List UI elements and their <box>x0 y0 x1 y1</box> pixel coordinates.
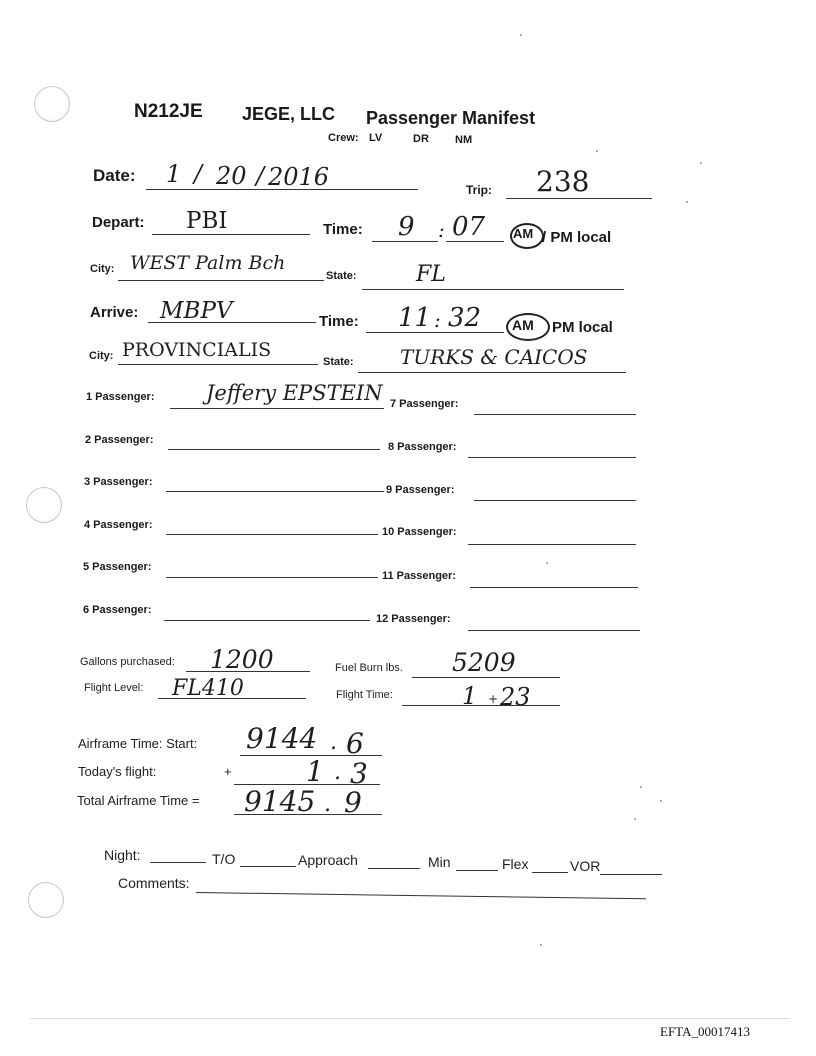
arrive-hour: 11 <box>398 303 432 333</box>
depart-hour: 9 <box>398 212 415 242</box>
fuel-burn-value: 5209 <box>452 648 516 677</box>
manifest-page: N212JE JEGE, LLC Passenger Manifest Crew: LV DR NM Date: 1 / 20 / 2016 Trip: 238 Depart: PBI Time: 9 : 07 AM / PM local City: WEST Palm Bch State: FL Arrive: MBPV Time: 11 : 32 AM PM local City: PROVINCIALIS State: TURKS & CAICOS 1 Passenger: Jeffery EPSTEIN 7 Passenger: 2 Passenger: 8 Passenger: 3 Passenger: 9 Passenger: 4 Passenger: 10 Passenger: 5 Passenger: 11 Passenger: 6 Passenger: 12 Passenger: Gallons purchased: 1200 Fuel Burn lbs. 5209 Flight Level: FL410 Flight Time: 1 + 23 Airframe Time: Start: 9144 . 6 Today's flight: + 1 . 3 Total Airframe Time = 9145 . 9 Night: T/O Approach Min Flex VOR Comments: EFTA_00017413 <box>0 0 816 1056</box>
flex-label: Flex <box>502 856 529 872</box>
total-airframe-whole: 9145 <box>244 785 316 818</box>
night-label: Night: <box>104 847 141 863</box>
binder-hole-top <box>34 86 70 122</box>
passenger-label-10: 10 Passenger: <box>382 526 457 538</box>
comments-label: Comments: <box>118 875 190 891</box>
passenger-label-8: 8 Passenger: <box>388 441 457 453</box>
gallons-label: Gallons purchased: <box>80 656 175 668</box>
flight-time-minutes: 23 <box>500 683 531 711</box>
to-label: T/O <box>212 851 236 867</box>
crew-member-1: LV <box>369 132 383 144</box>
todays-flight-plus: + <box>224 764 232 779</box>
manifest-title: Passenger Manifest <box>366 108 536 128</box>
passenger-label-11: 11 Passenger: <box>382 570 456 582</box>
depart-label: Depart: <box>92 214 145 231</box>
depart-airport: PBI <box>186 208 228 234</box>
tail-number: N212JE <box>134 101 203 122</box>
todays-flight-tenth: 3 <box>350 757 368 790</box>
passenger-name-1: Jeffery EPSTEIN <box>206 381 383 405</box>
arrive-state: TURKS & CAICOS <box>400 345 588 369</box>
fuel-burn-label: Fuel Burn lbs. <box>335 662 403 674</box>
date-label: Date: <box>93 166 136 185</box>
binder-hole-middle <box>26 487 62 523</box>
min-label: Min <box>428 854 451 870</box>
date-day: 20 <box>216 162 247 190</box>
passenger-label-3: 3 Passenger: <box>84 476 153 488</box>
approach-label: Approach <box>298 852 358 868</box>
depart-time-label: Time: <box>323 221 363 238</box>
flight-level-label: Flight Level: <box>84 682 144 694</box>
vor-label: VOR <box>570 858 601 874</box>
arrive-am: AM <box>512 317 534 333</box>
crew-label: Crew: <box>328 132 359 144</box>
depart-city: WEST Palm Bch <box>130 252 286 274</box>
passenger-label-12: 12 Passenger: <box>376 613 451 625</box>
trip-label: Trip: <box>466 183 492 197</box>
trip-number: 238 <box>536 165 590 198</box>
flight-time-label: Flight Time: <box>336 689 393 701</box>
date-month: 1 <box>166 160 182 188</box>
binder-hole-bottom <box>28 882 64 918</box>
arrive-state-label: State: <box>323 356 354 368</box>
passenger-label-2: 2 Passenger: <box>85 434 154 446</box>
depart-am: AM <box>513 226 534 241</box>
arrive-minutes: 32 <box>448 303 482 333</box>
crew-member-2: DR <box>413 133 429 145</box>
todays-flight-label: Today's flight: <box>78 764 157 779</box>
crew-member-3: NM <box>455 134 473 146</box>
date-year: 2016 <box>268 163 330 191</box>
airframe-start-whole: 9144 <box>246 722 318 755</box>
total-airframe-tenth: 9 <box>344 786 362 819</box>
depart-minutes: 07 <box>452 212 486 242</box>
depart-pm-local: / PM local <box>542 229 612 246</box>
passenger-label-9: 9 Passenger: <box>386 484 455 496</box>
depart-city-label: City: <box>90 263 115 275</box>
flight-level-value: FL410 <box>172 676 244 701</box>
arrive-time-label: Time: <box>319 313 359 330</box>
arrive-city: PROVINCIALIS <box>122 339 272 361</box>
arrive-pm-local: PM local <box>552 319 613 336</box>
depart-state: FL <box>416 262 446 287</box>
company-name: JEGE, LLC <box>242 104 336 124</box>
gallons-value: 1200 <box>210 645 274 674</box>
arrive-city-label: City: <box>89 350 114 362</box>
airframe-start-label: Airframe Time: Start: <box>78 736 198 751</box>
arrive-label: Arrive: <box>90 304 139 321</box>
depart-state-label: State: <box>326 270 357 282</box>
todays-flight-whole: 1 <box>306 755 324 788</box>
passenger-label-7: 7 Passenger: <box>390 398 459 410</box>
document-id: EFTA_00017413 <box>660 1024 750 1039</box>
arrive-airport: MBPV <box>160 298 233 324</box>
passenger-label-6: 6 Passenger: <box>83 604 152 616</box>
total-airframe-label: Total Airframe Time = <box>77 793 200 808</box>
passenger-label-1: 1 Passenger: <box>86 391 155 403</box>
passenger-label-5: 5 Passenger: <box>83 561 152 573</box>
passenger-label-4: 4 Passenger: <box>84 519 153 531</box>
flight-time-hours: 1 <box>462 682 478 710</box>
airframe-start-tenth: 6 <box>346 727 364 760</box>
